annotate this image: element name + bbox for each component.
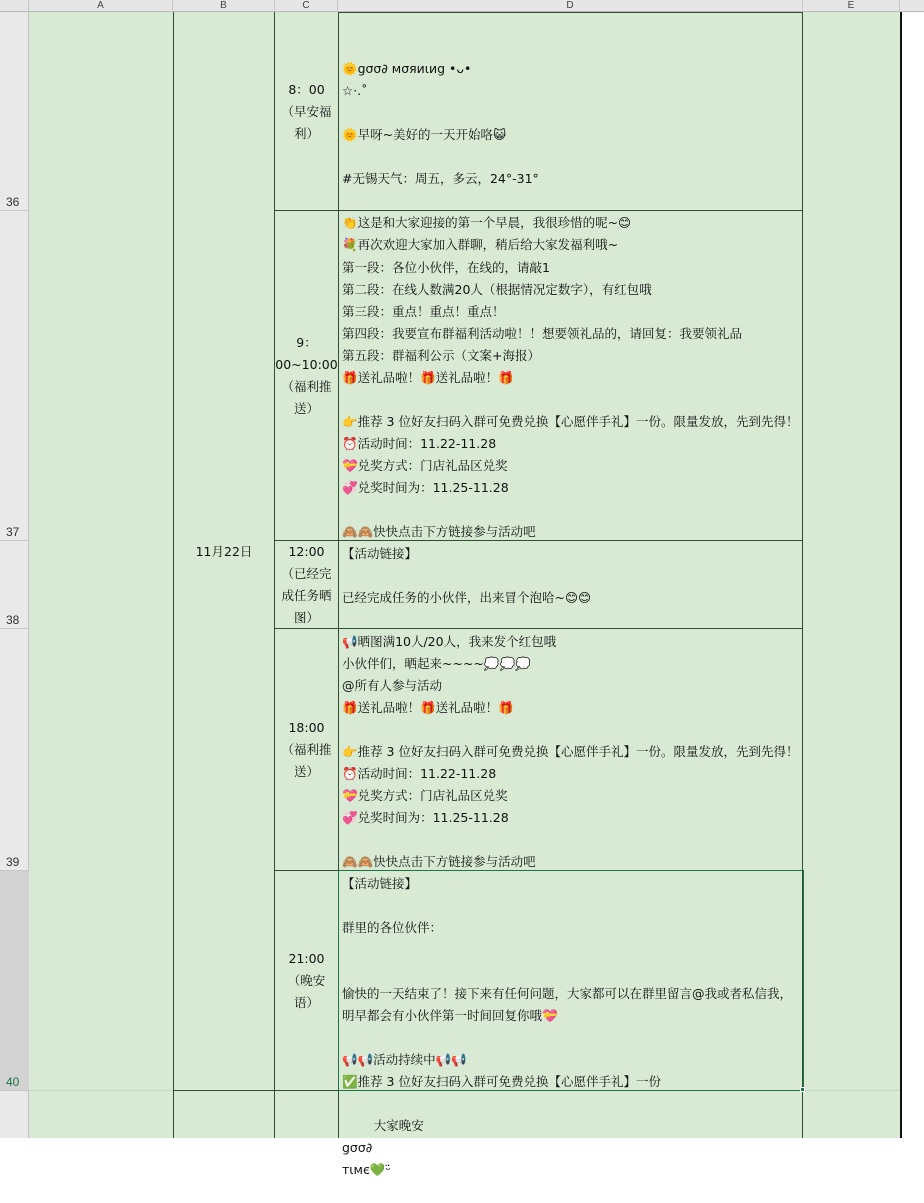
time-label: 8：00（早安福利） <box>281 81 332 141</box>
column-header-b[interactable]: B <box>173 0 275 12</box>
gridline <box>29 1090 173 1091</box>
content-text: gσσ∂ тιмє💚ᵕ̈ <box>342 1140 391 1177</box>
content-cell-morning[interactable] <box>339 12 802 252</box>
row-header-37[interactable]: 37 <box>0 211 29 541</box>
content-cell-evening-push[interactable] <box>339 629 802 891</box>
column-header-d[interactable]: D <box>338 0 803 12</box>
content-cell-next[interactable] <box>339 1091 802 1177</box>
column-header-e[interactable]: E <box>803 0 900 12</box>
content-text: 已经完成任务的小伙伴，出来冒个泡哈~😊😊 📢晒图满10人/20人，我来发个红包哦 小伙伴们，晒起来~~~~💭💭💭 <box>342 590 592 671</box>
content-text: 🌞gσσ∂ мσяиιиg •ᴗ• ☆·.˚ 🌞早呀~美好的一天开始咯😺 #无锡天气：周五，多云，24°-31° 👏这是和大家迎接的第一个早晨，我很珍惜的呢~😊 💐再次欢迎大家加入群聊，稍后给大家发福利哦~ <box>342 61 632 252</box>
select-all-corner[interactable] <box>0 0 29 12</box>
content-cell-welfare-push[interactable] <box>339 211 802 561</box>
time-cell-night[interactable] <box>275 871 338 1090</box>
content-text: 第一段：各位小伙伴，在线的，请敲1 第二段：在线人数满20人（根据情况定数字），有红包哦 第三段：重点！重点！重点！ 第四段：我要宣布群福利活动啦！！想要领礼品的，请回复：我要领礼品 第五段：群福利公示（文案+海报） 🎁送礼品啦！🎁送礼品啦！🎁 👉推荐 3 位好友扫码入群可免费兑换【心愿伴手礼】一份。限量发放，先到先得！ ⏰活动时间：11.22-11.28 💝兑奖方式：门店礼品区兑奖 💞兑奖时间为：11.25-11.28 🙈🙈快快点击下方链接参与活动吧 【活动链接】 <box>342 260 799 561</box>
content-text: @所有人参与活动 🎁送礼品啦！🎁送礼品啦！🎁 👉推荐 3 位好友扫码入群可免费兑换【心愿伴手礼】一份。限量发放，先到先得！ ⏰活动时间：11.22-11.28 💝兑奖方式：门店礼品区兑奖 💞兑奖时间为：11.25-11.28 🙈🙈快快点击下方链接参与活动吧 【活动链接】 <box>342 678 799 891</box>
content-cell-noon[interactable] <box>339 541 802 671</box>
time-cell-welfare-push[interactable] <box>275 211 338 540</box>
time-cell-evening-push[interactable] <box>275 629 338 870</box>
row-header-36[interactable]: 36 <box>0 12 29 211</box>
content-cell-night[interactable] <box>339 871 802 1133</box>
time-label: 9：00~10:00（福利推送） <box>275 334 338 416</box>
time-cell-morning[interactable] <box>275 13 338 210</box>
date-cell[interactable] <box>174 13 274 1090</box>
time-label: 12:00（已经完成任务晒图） <box>281 543 332 625</box>
row-header-39[interactable]: 39 <box>0 629 29 871</box>
time-label: 21:00（晚安语） <box>287 950 326 1010</box>
content-text: 群里的各位伙伴： 愉快的一天结束了！接下来有任何问题，大家都可以在群里留言@我或者私信我，明早都会有小伙伴第一时间回复你哦💝 📢📢活动持续中📢📢 ✅推荐 3 位好友扫码入群可免费兑换【心愿伴手礼】一份 大家晚安 <box>342 920 793 1133</box>
row-header-40[interactable]: 40 <box>0 871 29 1091</box>
column-header-a[interactable]: A <box>29 0 173 12</box>
column-header-c[interactable]: C <box>275 0 338 12</box>
date-label: 11月22日 <box>195 543 253 559</box>
gridline <box>803 1090 900 1091</box>
column-header-f[interactable] <box>900 0 924 12</box>
time-label: 18:00（福利推送） <box>281 719 332 779</box>
sheet-edge <box>900 12 924 1138</box>
time-cell-noon[interactable] <box>275 541 338 628</box>
row-header-38[interactable]: 38 <box>0 541 29 629</box>
